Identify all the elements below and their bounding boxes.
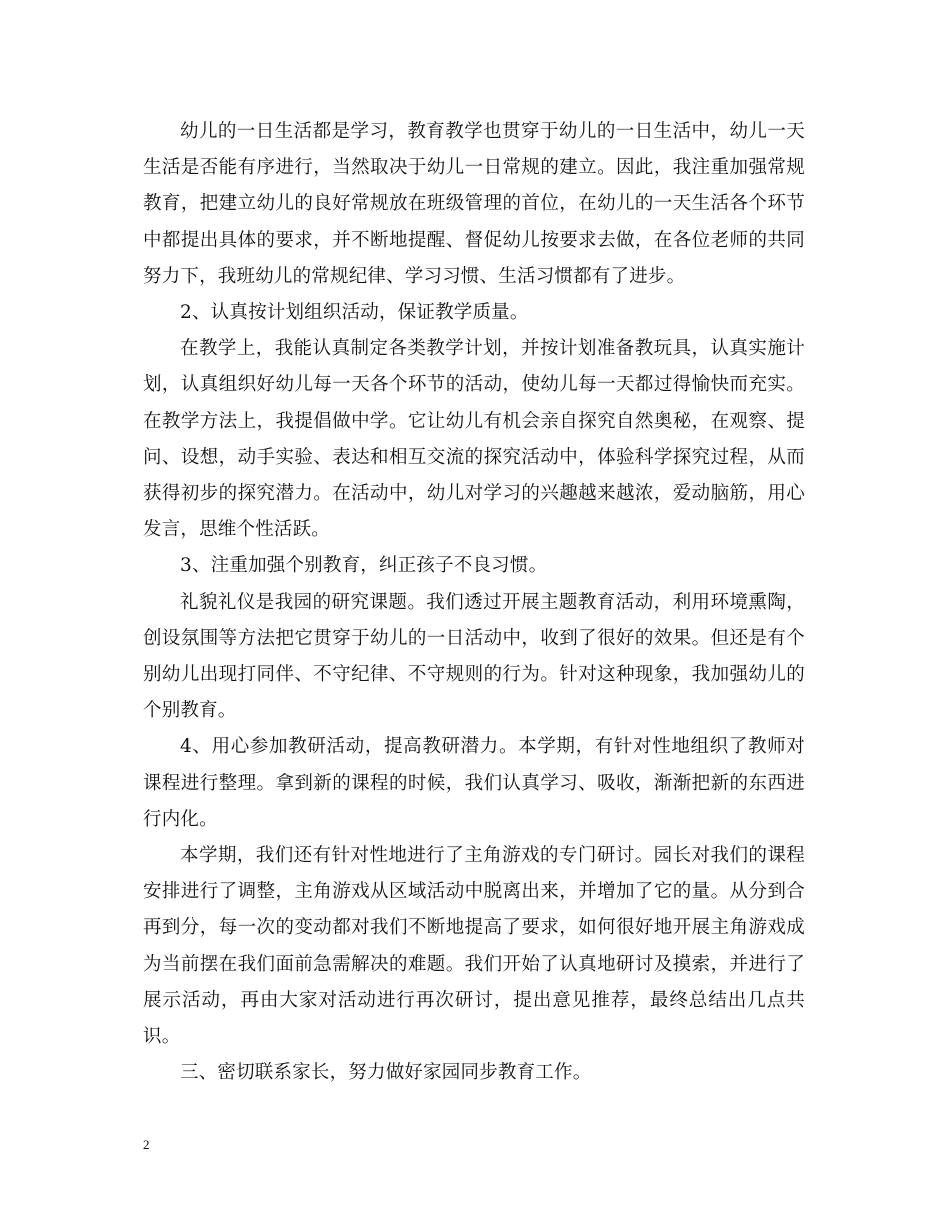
heading-teaching-quality: 2、认真按计划组织活动，保证教学质量。 — [180, 302, 529, 324]
paragraph-teaching-methods: 在教学上，我能认真制定各类教学计划，并按计划准备教玩具，认真实施计划，认真组织好幼儿每一天各个环节的活动，使幼儿每一天都过得愉快而充实。在教学方法上，我提倡做中学。它让幼儿有机会亲自探究自然奥秘，在观察、提问、设想，动手实验、表达和相互交流的探究活动中，体验科学探究过程，从而获得初步的探究潜力。在活动中，幼儿对学习的兴趣越来越浓，爱动脑筋，用心发言，思维个性活跃。 — [143, 338, 805, 541]
paragraph-daily-routine: 幼儿的一日生活都是学习，教育教学也贯穿于幼儿的一日生活中，幼儿一天生活是否能有序进行，当然取决于幼儿一日常规的建立。因此，我注重加强常规教育，把建立幼儿的良好常规放在班级管理的首位，在幼儿的一天生活各个环节中都提出具体的要求，并不断地提醒、督促幼儿按要求去做，在各位老师的共同努力下，我班幼儿的常规纪律、学习习惯、生活习惯都有了进步。 — [143, 121, 805, 287]
heading-individual-education: 3、注重加强个别教育，纠正孩子不良习惯。 — [180, 555, 548, 577]
paragraph-etiquette: 礼貌礼仪是我园的研究课题。我们透过开展主题教育活动，利用环境熏陶，创设氛围等方法把它贯穿于幼儿的一日活动中，收到了很好的效果。但还是有个别幼儿出现打同伴、不守纪律、不守规则的行为。针对这种现象，我加强幼儿的个别教育。 — [143, 591, 805, 722]
paragraph-role-play-study: 本学期，我们还有针对性地进行了主角游戏的专门研讨。园长对我们的课程安排进行了调整，主角游戏从区域活动中脱离出来，并增加了它的量。从分到合再到分，每一次的变动都对我们不断地提高了要求，如何很好地开展主角游戏成为当前摆在我们面前急需解决的难题。我们开始了认真地研讨及摸索，并进行了展示活动，再由大家对活动进行再次研讨，提出意见推荐，最终总结出几点共识。 — [143, 845, 805, 1048]
page-number: 2 — [143, 1137, 150, 1152]
paragraph-teaching-research: 4、用心参加教研活动，提高教研潜力。本学期，有针对性地组织了教师对课程进行整理。拿到新的课程的时候，我们认真学习、吸收，渐渐把新的东西进行内化。 — [143, 736, 805, 830]
heading-parent-contact: 三、密切联系家长，努力做好家园同步教育工作。 — [180, 1062, 592, 1084]
document-body — [143, 114, 805, 1091]
